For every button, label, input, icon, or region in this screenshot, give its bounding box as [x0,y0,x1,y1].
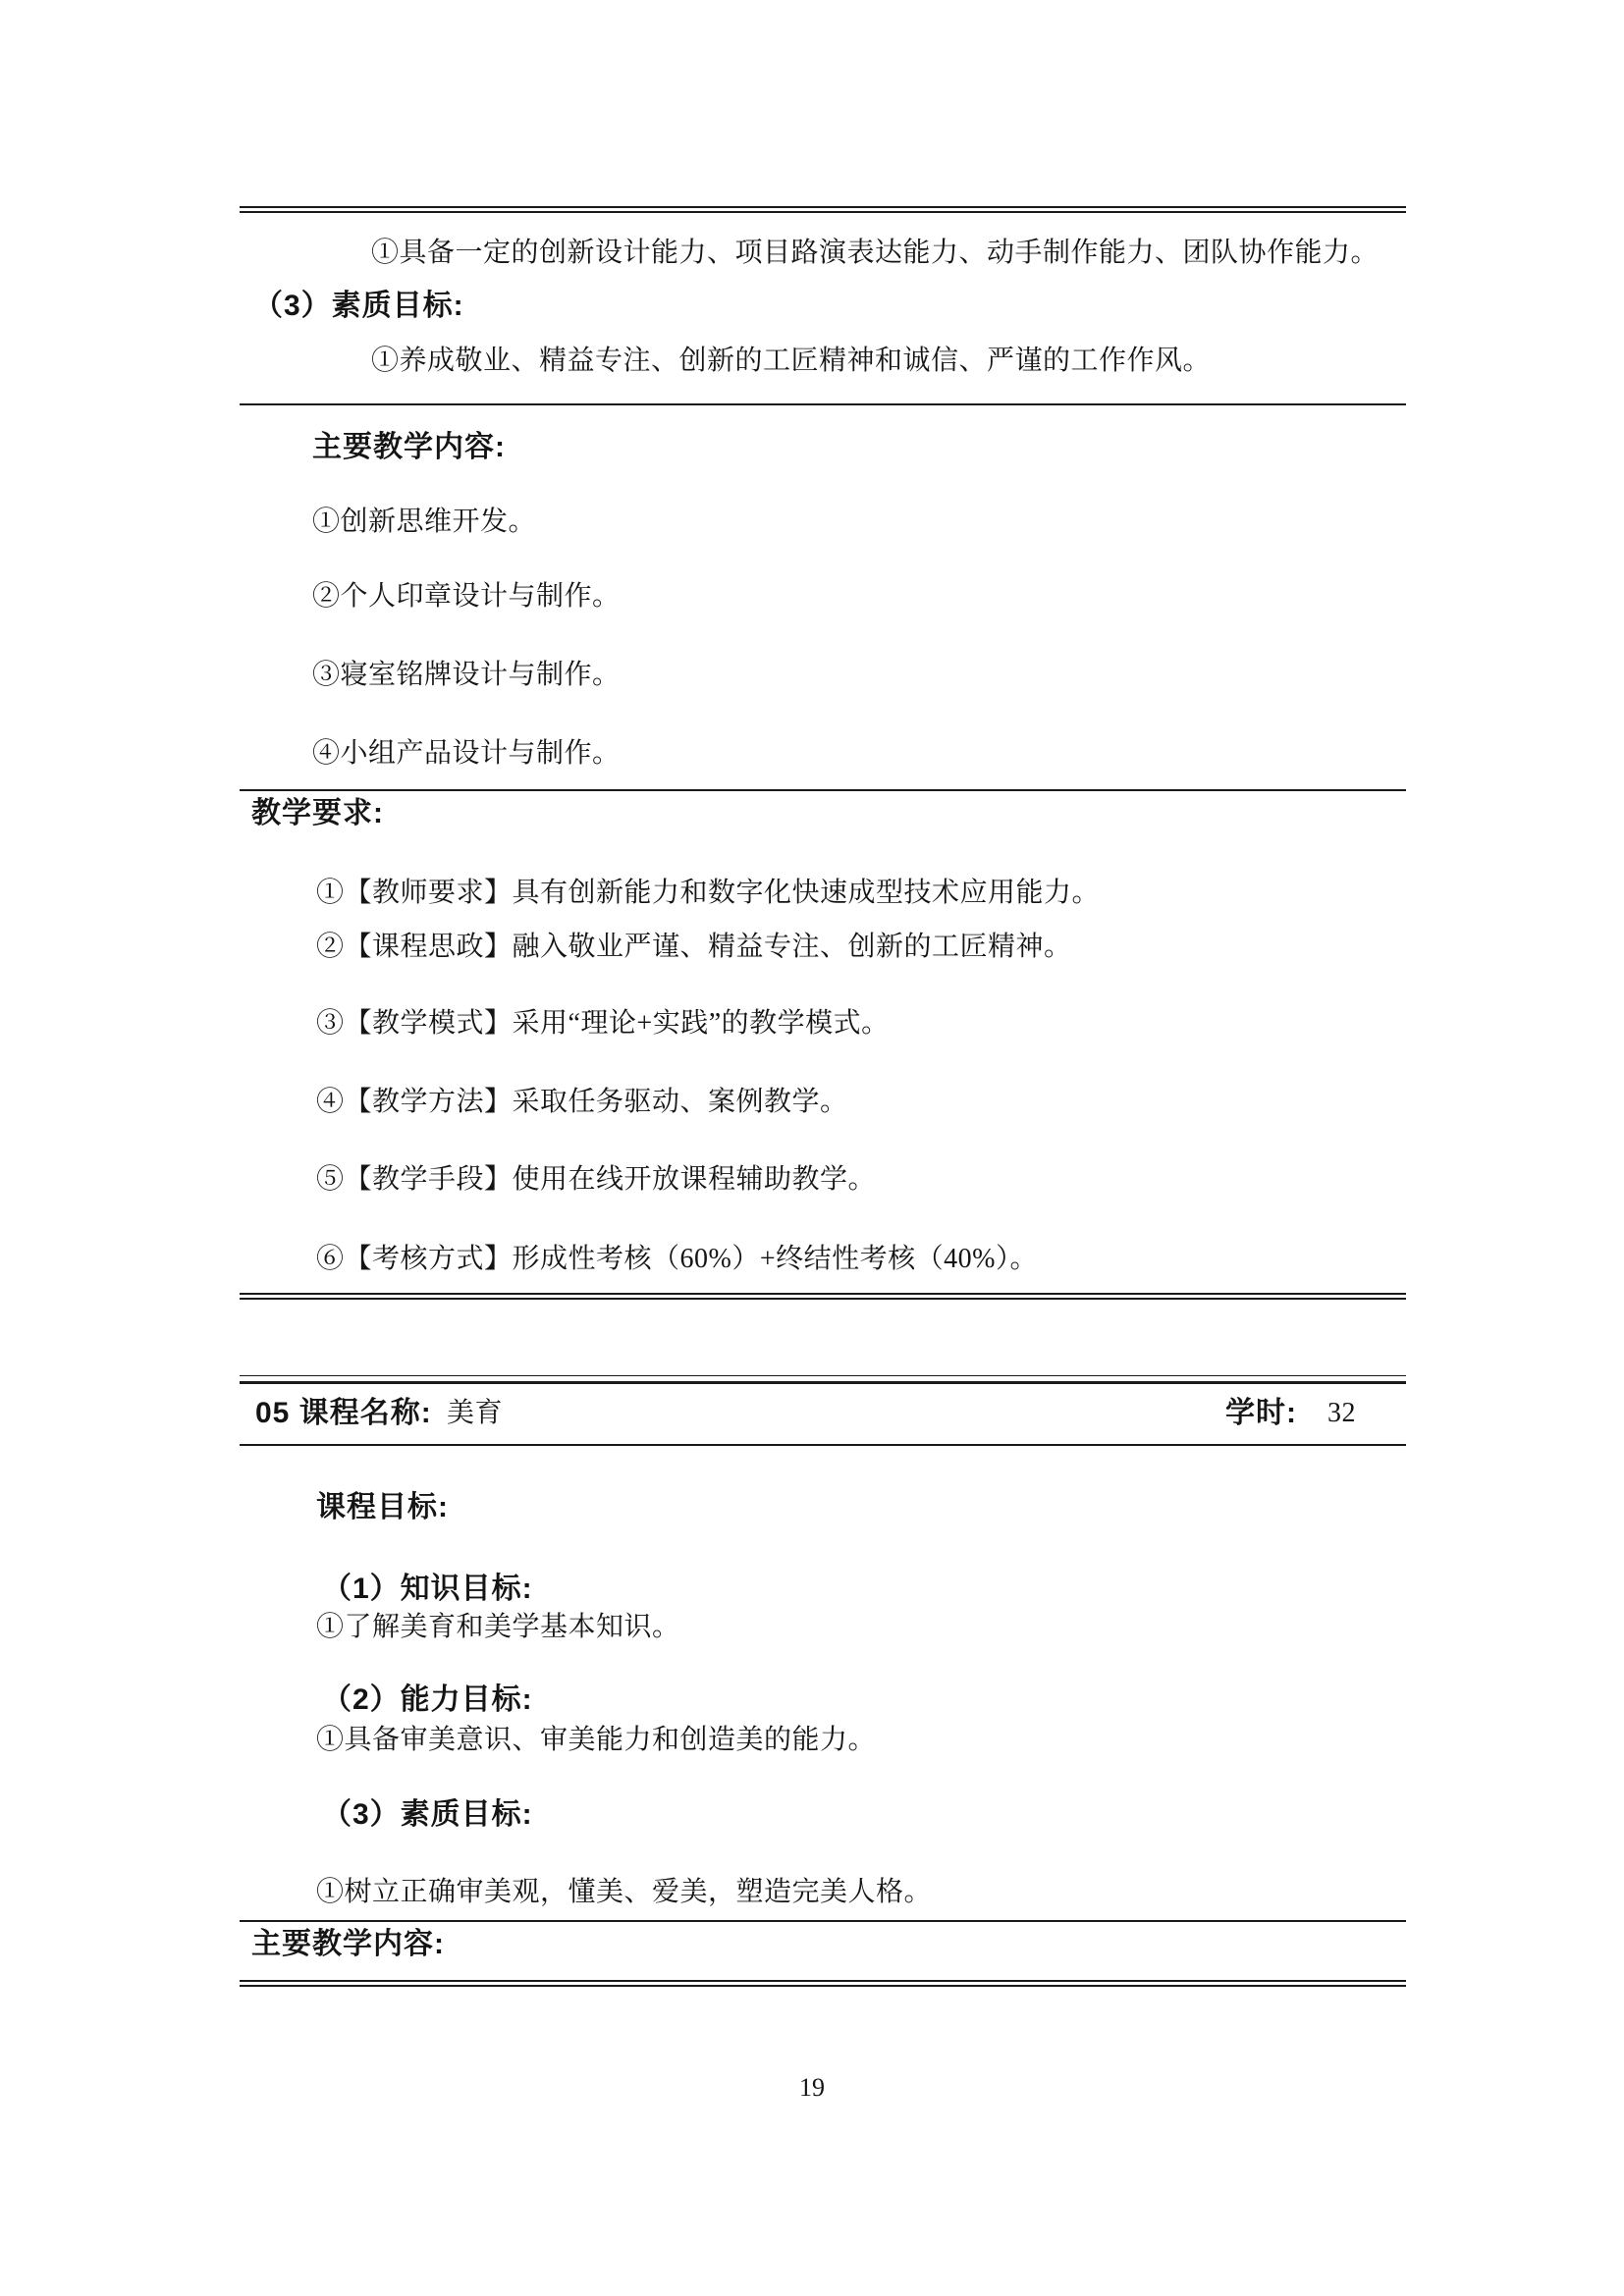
course05-row-divider-2 [240,1920,1406,1922]
course05-ability-heading: （2）能力目标: [322,1683,533,1716]
course05-hours-label: 学时: [1225,1397,1297,1429]
course04-ability-item: ①具备一定的创新设计能力、项目路演表达能力、动手制作能力、团队协作能力。 [371,238,1380,268]
course05-quality-item: ①树立正确审美观，懂美、爱美，塑造完美人格。 [316,1877,933,1907]
course05-row-divider-1 [240,1444,1406,1446]
course04-table-top-border [240,206,1406,213]
course04-content-item-1: ①创新思维开发。 [312,507,537,537]
course05-table-bottom-border [240,1980,1406,1987]
course04-content-item-2: ②个人印章设计与制作。 [312,581,621,612]
course05-knowledge-item: ①了解美育和美学基本知识。 [316,1612,680,1642]
course04-content-item-4: ④小组产品设计与制作。 [312,738,621,769]
course04-row-divider-1 [240,403,1406,405]
course04-table-bottom-border [240,1293,1406,1300]
course04-requirement-item-1: ①【教师要求】具有创新能力和数字化快速成型技术应用能力。 [316,878,1101,908]
course04-quality-item: ①养成敬业、精益专注、创新的工匠精神和诚信、严谨的工作作风。 [371,346,1212,376]
course04-requirement-item-2: ②【课程思政】融入敬业严谨、精益专注、创新的工匠精神。 [316,932,1072,962]
course05-objectives-heading: 课程目标: [316,1491,449,1523]
course04-requirement-item-3: ③【教学模式】采用“理论+实践”的教学模式。 [316,1008,890,1039]
course05-knowledge-heading: （1）知识目标: [322,1573,533,1605]
course05-table-top-border [240,1375,1406,1384]
course04-requirement-item-4: ④【教学方法】采取任务驱动、案例教学。 [316,1087,848,1117]
page-number: 19 [799,2073,825,2102]
course05-quality-heading: （3）素质目标: [322,1798,533,1831]
course04-requirements-heading: 教学要求: [251,797,384,829]
course05-content-heading: 主要教学内容: [251,1928,445,1960]
course04-quality-heading: （3）素质目标: [253,290,464,322]
course05-ability-item: ①具备审美意识、审美能力和创造美的能力。 [316,1725,877,1755]
course05-hours-value: 32 [1327,1398,1356,1428]
course04-requirement-item-6: ⑥【考核方式】形成性考核（60%）+终结性考核（40%）。 [316,1244,1038,1274]
course04-content-heading: 主要教学内容: [312,431,506,463]
course05-title-value: 美育 [447,1398,504,1428]
course04-content-item-3: ③寝室铭牌设计与制作。 [312,660,621,690]
course04-requirement-item-5: ⑤【教学手段】使用在线开放课程辅助教学。 [316,1164,877,1195]
course05-title-label: 05 课程名称: [255,1397,432,1429]
course04-row-divider-2 [240,789,1406,791]
